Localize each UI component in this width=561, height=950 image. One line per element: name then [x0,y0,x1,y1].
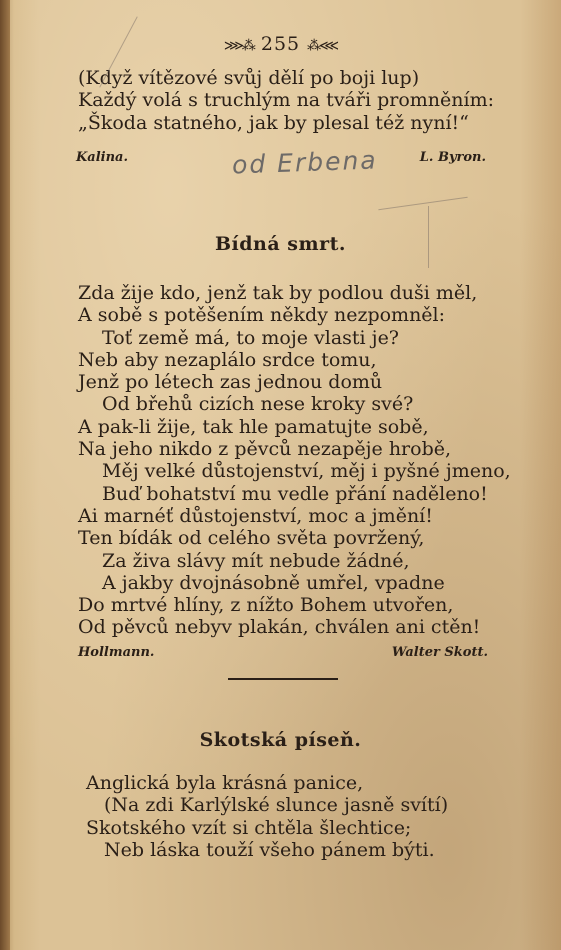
poem-line: Neb aby nezaplálo srdce tomu, [78,348,377,371]
author-credit: Walter Skott. [391,645,488,660]
poem-line: (Na zdi Karlýlské slunce jasně svítí) [104,794,449,817]
poem-line: Zda žije kdo, jenž tak by podlou duši měl, [78,282,478,304]
translator-credit: Kalina. [76,150,128,165]
poem-line: A sobě s potěšením někdy nezpomněl: [78,304,446,327]
poem-line: Od břehů cizích nese kroky své? [102,393,414,416]
poem-line: Od pěvců nebyv plakán, chválen ani ctěn! [78,616,481,639]
author-credit: L. Byron. [419,150,486,165]
poem-title-bidna-smrt: Bídná smrt. [214,233,346,255]
ornament-left: ⋙⁂ [223,38,254,54]
poem-line: Skotského vzít si chtěla šlechtice; [86,816,412,839]
poem-line: „Škoda statného, jak by plesal též nyní!“ [78,111,469,134]
poem-line: Jenž po létech zas jednou domů [78,371,383,394]
poem-line: Ai marnéť důstojenství, moc a jmění! [78,504,433,527]
poem-line: Anglická byla krásná panice, [86,772,364,794]
poem-line: A jakby dvojnásobně umřel, vpadne [102,571,445,594]
poem-line: Každý volá s truchlým na tváři promněním: [78,89,494,112]
ornament-right: ⁂⋘ [307,38,338,54]
poem-line: Měj velké důstojenství, měj i pyšné jmeno, [102,460,511,483]
page-number [0,33,561,55]
poem-line: A pak-li žije, tak hle pamatujte sobě, [78,415,429,438]
section-divider [228,678,338,680]
poem-line: Toť země má, to moje vlasti je? [102,326,399,349]
page-number-value: 255 [260,33,301,55]
pencil-stroke [378,197,467,211]
poem-title-skotska-pisen: Skotská píseň. [199,729,362,751]
poem-line: Do mrtvé hlíny, z nížto Bohem utvořen, [78,594,454,617]
poem-line: Ten bídák od celého světa povržený, [78,527,425,550]
translator-credit: Hollmann. [78,645,155,660]
page-binding-edge [0,0,10,950]
poem-line: Na jeho nikdo z pěvců nezapěje hrobě, [78,438,452,461]
poem-line: Neb láska touží všeho pánem býti. [104,838,435,861]
poem-line: Buď bohatství mu vedle přání naděleno! [102,482,488,505]
top-poem-fragment [78,67,494,134]
poem-line: Za živa slávy mít nebude žádné, [102,549,410,572]
handwritten-pencil-note: od Erbena [231,145,379,180]
poem-line: (Když vítězové svůj dělí po boji lup) [78,67,420,89]
poem-bidna-smrt-body [78,282,511,639]
poem-skotska-pisen-body [86,772,496,861]
